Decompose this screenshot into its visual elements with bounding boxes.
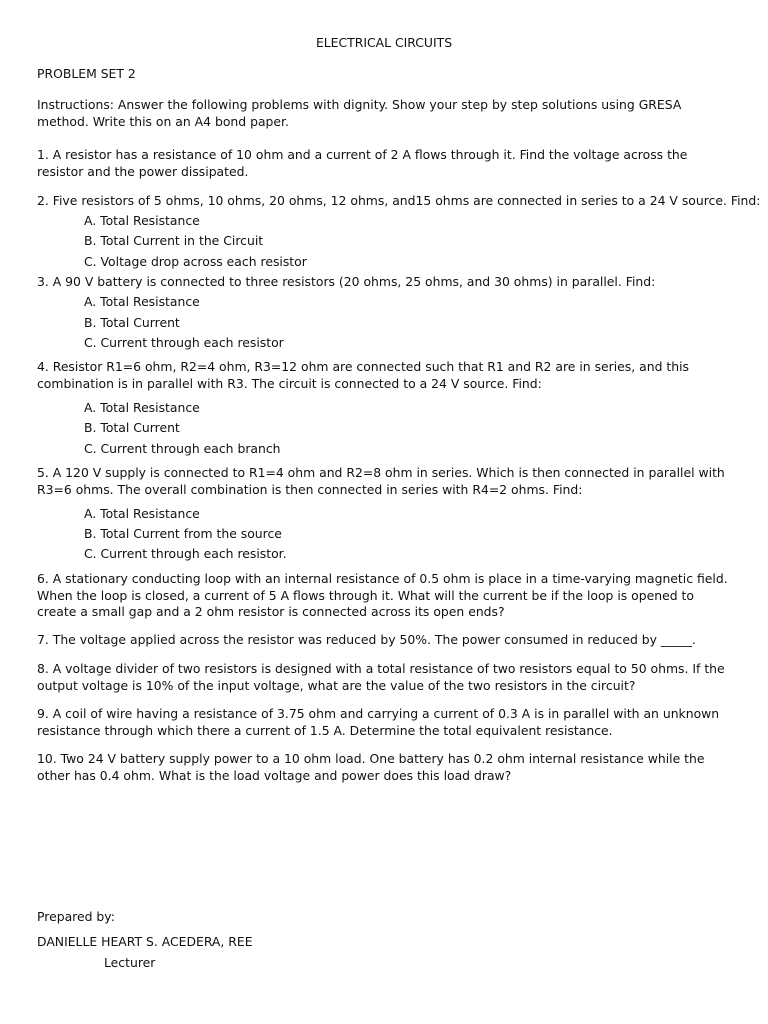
author-name: DANIELLE HEART S. ACEDERA, REE	[37, 934, 253, 949]
problem-2-item-b: B. Total Current in the Circuit	[84, 233, 264, 248]
problem-set-heading: PROBLEM SET 2	[37, 66, 136, 81]
problem-7: 7. The voltage applied across the resistor was reduced by 50%. The power consumed in reduced by _____.	[37, 632, 696, 647]
problem-10: 10. Two 24 V battery supply power to a 10 ohm load. One battery has 0.2 ohm internal resistance while the other has 0.4 ohm. What is the load voltage and power does this load draw?	[37, 751, 705, 783]
problem-5-item-c: C. Current through each resistor.	[84, 546, 287, 561]
problem-4-item-c: C. Current through each branch	[84, 441, 281, 456]
document-title: ELECTRICAL CIRCUITS	[315, 35, 453, 50]
problem-3: 3. A 90 V battery is connected to three resistors (20 ohms, 25 ohms, and 30 ohms) in parallel. Find:	[37, 274, 656, 289]
problem-5-item-b: B. Total Current from the source	[84, 526, 282, 541]
problem-5-item-a: A. Total Resistance	[84, 506, 200, 521]
problem-4: 4. Resistor R1=6 ohm, R2=4 ohm, R3=12 ohm are connected such that R1 and R2 are in series, and this combination is in parallel with R3. The circuit is connected to a 24 V source. Find:	[37, 359, 690, 391]
problem-3-item-c: C. Current through each resistor	[84, 335, 284, 350]
problem-6: 6. A stationary conducting loop with an internal resistance of 0.5 ohm is place in a time-varying magnetic field. When the loop is closed, a current of 5 A flows through it. What will the current be if the loop is opened to create a small gap and a 2 ohm resistor is connected across its open ends?	[37, 571, 728, 619]
problem-1: 1. A resistor has a resistance of 10 ohm and a current of 2 A flows through it. Find the voltage across the resistor and the power dissipated.	[37, 147, 688, 179]
problem-2: 2. Five resistors of 5 ohms, 10 ohms, 20 ohms, 12 ohms, and15 ohms are connected in series to a 24 V source. Find:	[37, 193, 761, 208]
problem-8: 8. A voltage divider of two resistors is designed with a total resistance of two resistors equal to 50 ohms. If the output voltage is 10% of the input voltage, what are the value of the two resistors in the circuit?	[37, 661, 725, 693]
problem-2-item-c: C. Voltage drop across each resistor	[84, 254, 307, 269]
instructions-text: Instructions: Answer the following problems with dignity. Show your step by step solutions using GRESA method. Write this on an A4 bond paper.	[37, 97, 682, 129]
problem-9: 9. A coil of wire having a resistance of 3.75 ohm and carrying a current of 0.3 A is in parallel with an unknown resistance through which there a current of 1.5 A. Determine the total equivalent resistance.	[37, 706, 720, 738]
problem-3-item-b: B. Total Current	[84, 315, 180, 330]
problem-4-item-b: B. Total Current	[84, 420, 180, 435]
problem-3-item-a: A. Total Resistance	[84, 294, 200, 309]
prepared-by-label: Prepared by:	[37, 909, 115, 924]
problem-4-item-a: A. Total Resistance	[84, 400, 200, 415]
author-role: Lecturer	[104, 955, 156, 970]
problem-5: 5. A 120 V supply is connected to R1=4 ohm and R2=8 ohm in series. Which is then connected in parallel with R3=6 ohms. The overall combination is then connected in series with R4=2 ohms. Find:	[37, 465, 725, 497]
problem-2-item-a: A. Total Resistance	[84, 213, 200, 228]
